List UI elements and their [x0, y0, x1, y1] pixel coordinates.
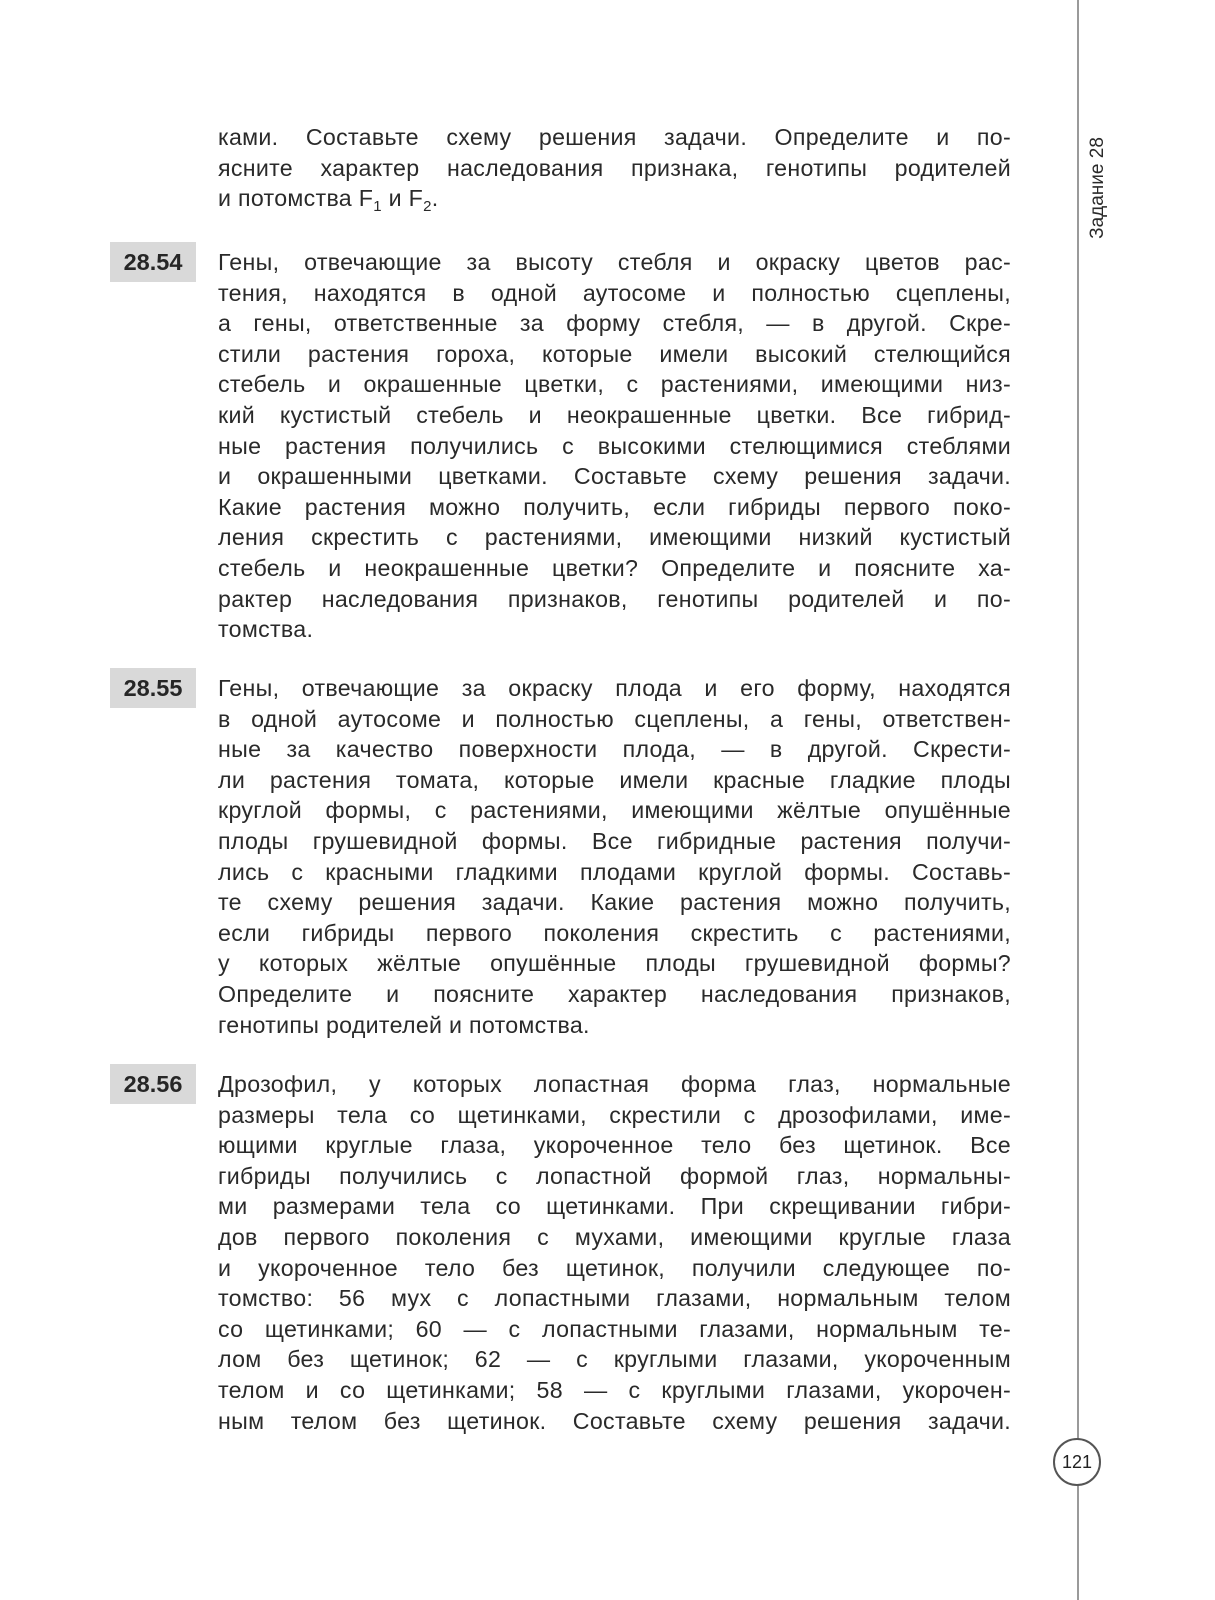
task-28-54-text	[218, 247, 1011, 645]
text-line: телом и со щетинками; 58 — с круглыми глазами, укорочен-	[218, 1376, 1011, 1403]
text-line: ные за качество поверхности плода, — в другой. Скрести-	[218, 736, 1011, 763]
intro-paragraph	[218, 122, 1011, 214]
text-line: лом без щетинок; 62 — с круглыми глазами, укороченным	[218, 1346, 1011, 1373]
text-line: гибриды получились с лопастной формой глаз, нормальны-	[218, 1162, 1011, 1189]
task-28-55-text	[218, 673, 1011, 1040]
text-line: стебель и неокрашенные цветки? Определите и поясните ха-	[218, 554, 1011, 581]
task-number-28-56: 28.56	[110, 1064, 196, 1104]
task-number-28-55: 28.55	[110, 668, 196, 708]
text-line: тения, находятся в одной аутосоме и полностью сцеплены,	[218, 279, 1011, 306]
text-line: Определите и поясните характер наследования признаков,	[218, 980, 1011, 1007]
text-line: у которых жёлтые опушённые плоды грушевидной формы?	[218, 950, 1011, 977]
text-line: а гены, ответственные за форму стебля, — в другой. Скре-	[218, 310, 1011, 337]
text-line: стебель и окрашенные цветки, с растениями, имеющими низ-	[218, 371, 1011, 398]
text-line: ми размерами тела со щетинками. При скрещивании гибри-	[218, 1193, 1011, 1220]
text-line: рактер наследования признаков, генотипы родителей и по-	[218, 585, 1011, 612]
text-line: томства.	[218, 616, 314, 643]
text-line: плоды грушевидной формы. Все гибридные растения получи-	[218, 827, 1011, 854]
text-line: и укороченное тело без щетинок, получили следующее по-	[218, 1254, 1011, 1281]
text-line: и окрашенными цветками. Составьте схему решения задачи.	[218, 463, 1011, 490]
text-line: в одной аутосоме и полностью сцеплены, а гены, ответствен-	[218, 705, 1011, 732]
text-line: кий кустистый стебель и неокрашенные цветки. Все гибрид-	[218, 401, 1011, 428]
text-line: томство: 56 мух с лопастными глазами, нормальным телом	[218, 1285, 1011, 1312]
text-line: генотипы родителей и потомства.	[218, 1011, 590, 1038]
text-line: если гибриды первого поколения скрестить с растениями,	[218, 919, 1011, 946]
text-line: ли растения томата, которые имели красные гладкие плоды	[218, 766, 1011, 793]
text-line: Гены, отвечающие за высоту стебля и окраску цветов рас-	[218, 249, 1011, 275]
text-line: дов первого поколения с мухами, имеющими круглые глаза	[218, 1223, 1011, 1250]
text-line: круглой формы, с растениями, имеющими жёлтые опушённые	[218, 797, 1011, 824]
side-rule	[1077, 0, 1079, 1600]
text-line: со щетинками; 60 — с лопастными глазами, нормальным те-	[218, 1315, 1011, 1342]
text-line: Дрозофил, у которых лопастная форма глаз, нормальные	[218, 1071, 1011, 1097]
intro-line-last: и потомства $F_1$ и $F_2$.	[218, 185, 439, 216]
text-line: Какие растения можно получить, если гибриды первого поко-	[218, 493, 1011, 520]
text-line: лись с красными гладкими плодами круглой формы. Составь-	[218, 858, 1011, 885]
task-number-28-54: 28.54	[110, 242, 196, 282]
task-28-56-text	[218, 1069, 1011, 1436]
text-line: Гены, отвечающие за окраску плода и его форму, находятся	[218, 675, 1011, 701]
text-line: размеры тела со щетинками, скрестили с дрозофилами, име-	[218, 1101, 1011, 1128]
page-number: 121	[1053, 1438, 1101, 1486]
text-line: ным телом без щетинок. Составьте схему решения задачи.	[218, 1407, 1011, 1434]
chapter-label: Задание 28	[1087, 137, 1108, 239]
intro-line: ясните характер наследования признака, генотипы родителей	[218, 154, 1011, 181]
text-line: те схему решения задачи. Какие растения можно получить,	[218, 889, 1011, 916]
text-line: ные растения получились с высокими стелющимися стеблями	[218, 432, 1011, 459]
text-line: ления скрестить с растениями, имеющими низкий кустистый	[218, 524, 1011, 551]
intro-line: ками. Составьте схему решения задачи. Определите и по-	[218, 124, 1011, 150]
text-line: стили растения гороха, которые имели высокий стелющийся	[218, 340, 1011, 367]
text-line: ющими круглые глаза, укороченное тело без щетинок. Все	[218, 1132, 1011, 1159]
